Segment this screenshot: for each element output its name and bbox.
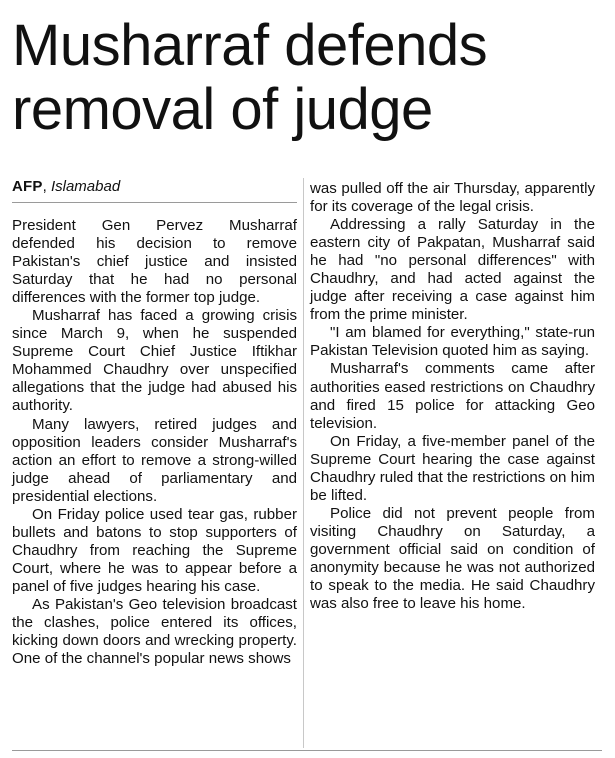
article-paragraph-4: On Friday police used tear gas, rubber bullets and batons to stop supporters of Chaudhry from reaching the Supreme Court, where he was to appear before a panel of five judges hearing his case. (12, 505, 297, 595)
headline (12, 14, 602, 142)
headline-line-1: Musharraf defends (12, 13, 488, 78)
byline-place: Islamabad (50, 178, 121, 195)
article-column-right (310, 180, 595, 613)
article-paragraph-5: As Pakistan's Geo television broadcast the clashes, police entered its offices, kicking down doors and wrecking property. One of the channel's popular news shows (12, 595, 297, 668)
article-paragraph-10: Police did not prevent people from visiting Chaudhry on Saturday, a government official said on condition of anonymity because he was not authorized to speak to the media. He said Chaudhry was also free to leave his home. (310, 504, 595, 613)
article-paragraph-8: Musharraf's comments came after authorities eased restrictions on Chaudhry and fired 15 police for attacking Geo television. (310, 360, 595, 432)
article-paragraph-3: Many lawyers, retired judges and opposition leaders consider Musharraf's action an effort to remove a strong-willed judge ahead of parliamentary and presidential elections. (12, 415, 297, 505)
article-paragraph-5-continued: was pulled off the air Thursday, apparently for its coverage of the legal crisis. (310, 180, 595, 216)
article-paragraph-1: President Gen Pervez Musharraf defended his decision to remove Pakistan's chief justice and insisted Saturday that he had no personal differences with the former top judge. (12, 217, 297, 307)
byline-separator: , (42, 178, 51, 195)
byline (12, 178, 297, 203)
article-paragraph-9: On Friday, a five-member panel of the Supreme Court hearing the case against Chaudhry ruled that the restrictions on him be lifted. (310, 432, 595, 504)
bottom-rule (12, 750, 602, 751)
article-paragraph-7: "I am blamed for everything," state-run Pakistan Television quoted him as saying. (310, 324, 595, 360)
article-paragraph-6: Addressing a rally Saturday in the eastern city of Pakpatan, Musharraf said he had "no personal differences" with Chaudhry, and had acted against the judge after receiving a case against him from the prime minister. (310, 216, 595, 324)
column-divider (303, 178, 304, 748)
headline-line-2: removal of judge (12, 77, 433, 142)
article-paragraph-2: Musharraf has faced a growing crisis since March 9, when he suspended Supreme Court Chief Justice Iftikhar Mohammed Chaudhry over unspecified allegations that the judge had abused his authority. (12, 307, 297, 415)
article-column-left (12, 217, 297, 668)
byline-agency: AFP (12, 178, 43, 195)
